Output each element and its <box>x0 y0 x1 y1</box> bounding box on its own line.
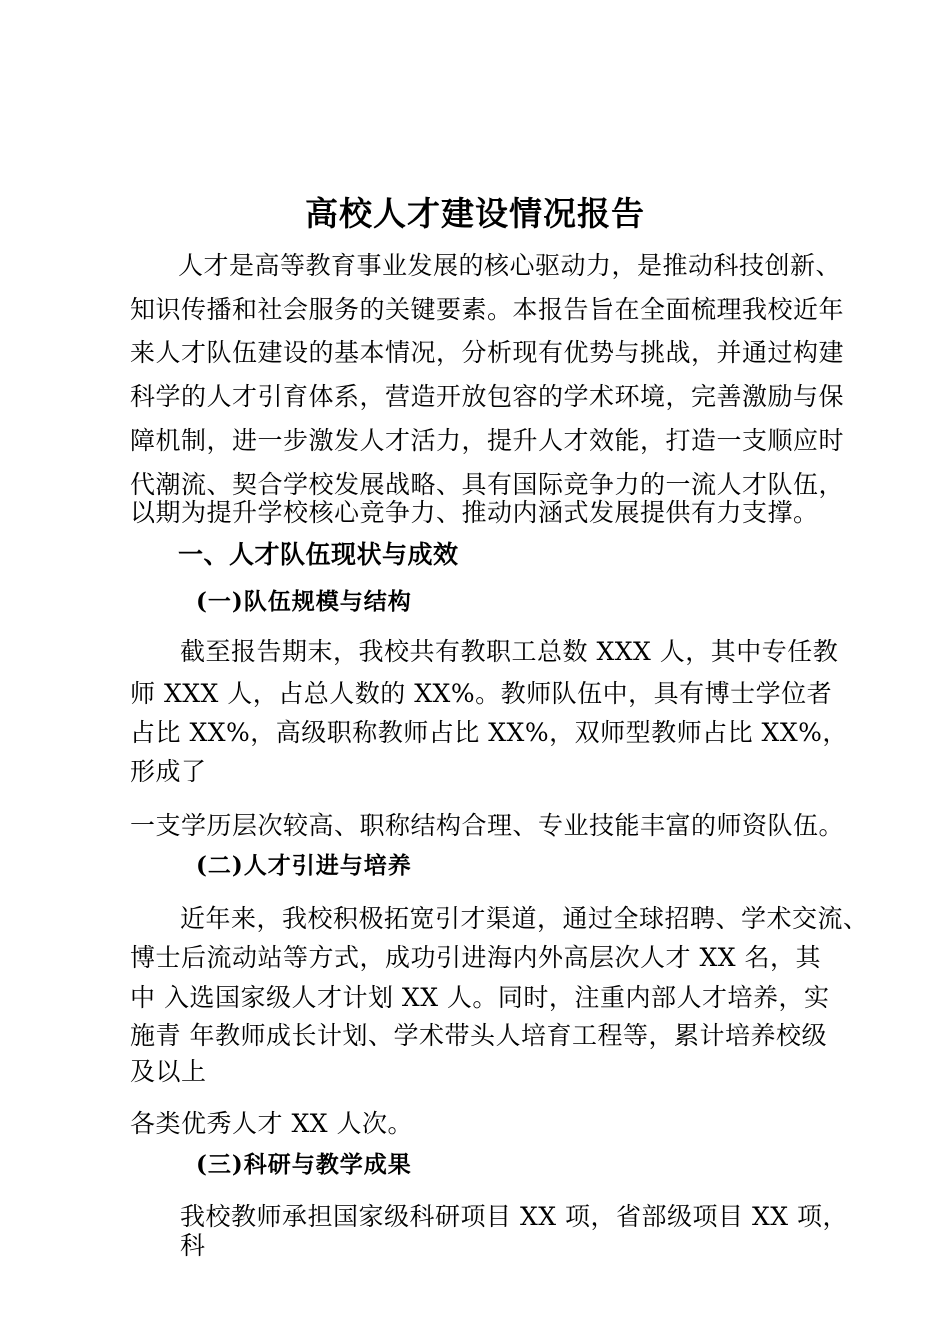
subsection-heading: (三)科研与教学成果 <box>196 1151 412 1178</box>
body-line: 师 XXX 人，占总人数的 XX%。教师队伍中，具有博士学位者 <box>130 679 833 708</box>
intro-line: 代潮流、契合学校发展战略、具有国际竞争力的一流人才队伍， <box>130 470 845 499</box>
body-line: 形成了 <box>130 757 207 786</box>
body-line: 各类优秀人才 XX 人次。 <box>130 1109 413 1138</box>
body-line: 博士后流动站等方式，成功引进海内外高层次人才 XX 名，其 <box>130 943 821 972</box>
document-title: 高校人才建设情况报告 <box>305 194 645 233</box>
body-line: 我校教师承担国家级科研项目 XX 项，省部级项目 XX 项， <box>180 1202 848 1231</box>
body-line: 一支学历层次较高、职称结构合理、专业技能丰富的师资队伍。 <box>130 811 845 840</box>
body-line: 科 <box>180 1231 206 1260</box>
body-line: 及以上 <box>130 1057 207 1086</box>
intro-line: 科学的人才引育体系，营造开放包容的学术环境，完善激励与保 <box>130 382 845 411</box>
body-line: 截至报告期末，我校共有教职工总数 XXX 人，其中专任教 <box>180 637 839 666</box>
body-line: 占比 XX%，高级职称教师占比 XX%，双师型教师占比 XX%， <box>130 718 848 747</box>
body-line: 近年来，我校积极拓宽引才渠道，通过全球招聘、学术交流、 <box>180 904 869 933</box>
intro-line: 人才是高等教育事业发展的核心驱动力，是推动科技创新、 <box>178 251 842 280</box>
body-line: 中 入选国家级人才计划 XX 人。同时，注重内部人才培养，实 <box>130 983 830 1012</box>
intro-line: 障机制，进一步激发人才活力，提升人才效能，打造一支顺应时 <box>130 426 845 455</box>
intro-line: 来人才队伍建设的基本情况，分析现有优势与挑战，并通过构建 <box>130 338 845 367</box>
intro-line: 知识传播和社会服务的关键要素。本报告旨在全面梳理我校近年 <box>130 295 845 324</box>
section-heading: 一、人才队伍现状与成效 <box>178 540 459 569</box>
intro-line: 以期为提升学校核心竞争力、推动内涵式发展提供有力支撑。 <box>130 498 819 527</box>
subsection-heading: (一)队伍规模与结构 <box>196 588 412 615</box>
body-line: 施青 年教师成长计划、学术带头人培育工程等，累计培养校级 <box>130 1021 827 1050</box>
subsection-heading: (二)人才引进与培养 <box>196 852 412 879</box>
